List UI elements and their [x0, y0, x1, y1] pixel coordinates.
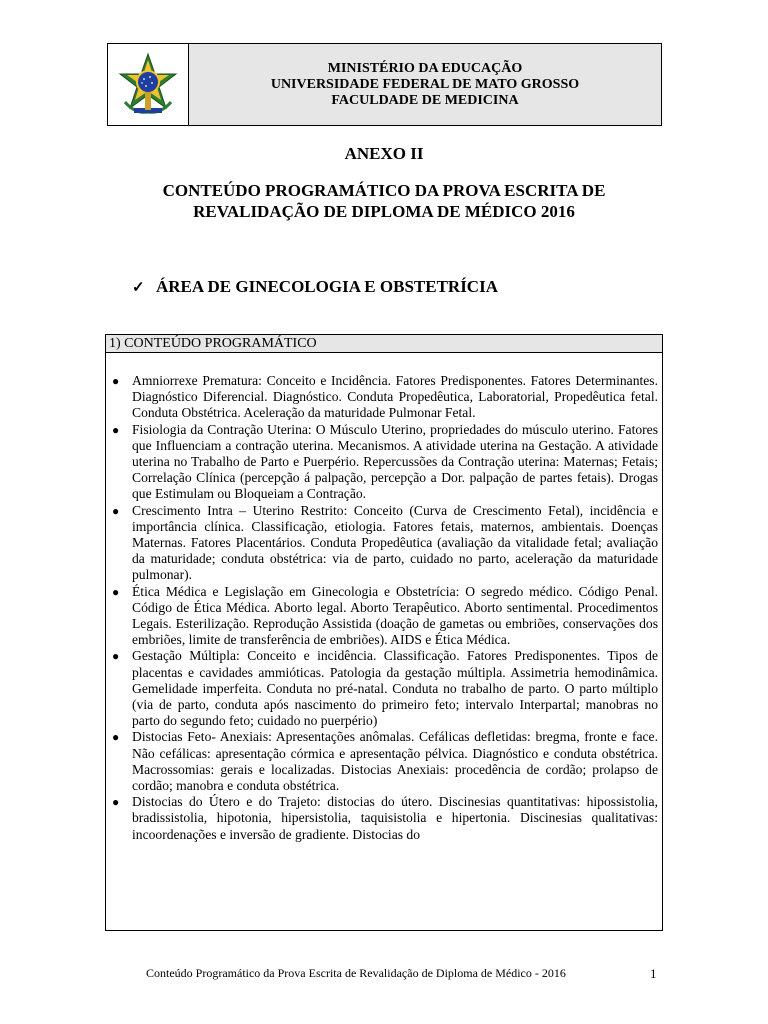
area-heading [132, 277, 498, 297]
page-footer: Conteúdo Programático da Prova Escrita de Revalidação de Diploma de Médico - 2016 [146, 966, 566, 980]
bullet-icon: ● [112, 584, 120, 599]
list-item [106, 648, 662, 729]
document-title [0, 180, 768, 222]
checkmark-icon: ✓ [132, 279, 145, 296]
page-header [107, 43, 662, 126]
header-ministry: MINISTÉRIO DA EDUCAÇÃO [327, 60, 523, 76]
list-item [106, 503, 662, 584]
bullet-icon: ● [112, 649, 120, 664]
syllabus-section [105, 334, 663, 931]
header-titles [189, 44, 661, 125]
header-university: UNIVERSIDADE FEDERAL DE MATO GROSSO [270, 76, 580, 92]
document-title-line1: CONTEÚDO PROGRAMÁTICO DA PROVA ESCRITA DE [162, 181, 606, 200]
section-header: 1) CONTEÚDO PROGRAMÁTICO [106, 335, 662, 353]
list-item [106, 794, 662, 843]
logo-cell [108, 44, 189, 125]
list-item [106, 729, 662, 794]
bullet-icon: ● [112, 730, 120, 745]
list-item-text: Amniorrexe Prematura: Conceito e Incidência. Fatores Predisponentes. Fatores Determinantes. Diagnóstico Diferencial. Diagnóstico. Conduta Propedêutica, Laboratorial, Propedêutica fetal. Conduta Obstétrica. Aceleração da maturidade Pulmonar Fetal. [132, 373, 658, 421]
list-item-text: Ética Médica e Legislação em Ginecologia e Obstetrícia: O segredo médico. Código Penal. Código de Ética Médica. Aborto legal. Aborto Terapêutico. Aborto sentimental. Procedimentos Legais. Esterilização. Reprodução Assistida (doação de gametas ou embriões, conservações dos embriões, limite de transferência de embriões). AIDS e Ética Médica. [132, 583, 658, 648]
list-item-text: Crescimento Intra – Uterino Restrito: Conceito (Curva de Crescimento Fetal), incidência e importância clínica. Classificação, etiologia. Fatores fetais, maternos, ambientais. Doenças Maternas. Fatores Placentários. Conduta Propedêutica (avaliação da vitalidade fetal; avaliação da maturidade; conduta obstétrica: via de parto, cuidado no parto, aceleração da maturidade pulmonar). [132, 502, 658, 583]
area-heading-label: ÁREA DE GINECOLOGIA E OBSTETRÍCIA [156, 277, 498, 296]
bullet-icon: ● [112, 374, 120, 388]
syllabus-list [106, 373, 662, 843]
document-title-line2: REVALIDAÇÃO DE DIPLOMA DE MÉDICO 2016 [193, 202, 575, 221]
list-item [106, 422, 662, 503]
bullet-icon: ● [112, 795, 120, 810]
list-item-text: Distocias do Útero e do Trajeto: distocias do útero. Discinesias quantitativas: hipossistolia, bradissistolia, hipotonia, hipersistolia, taquisistolia e hipertonia. Discinesias qualitativas: incoordenações e inversão de gradiente. Distocias do [132, 794, 658, 842]
bullet-icon: ● [112, 422, 120, 437]
list-item [106, 373, 662, 422]
list-item-text: Gestação Múltipla: Conceito e incidência. Classificação. Fatores Predisponentes. Tipos de placentas e cavidades ammióticas. Patologia da gestação múltipla. Assimetria hemodinâmica. Gemelidade imperfeita. Conduta no pré-natal. Conduta no trabalho de parto. O parto múltiplo (via de parto, conduta após nascimento do primeiro feto; intervalo Interpartal; manobras no parto do segundo feto; cuidado no puerpério) [132, 648, 658, 729]
annex-title: ANEXO II [344, 144, 424, 163]
header-faculty: FACULDADE DE MEDICINA [331, 92, 519, 108]
brasao-republica-icon [115, 52, 181, 118]
list-item-text: Distocias Feto- Anexiais: Apresentações anômalas. Cefálicas defletidas: bregma, fronte e face. Não cefálicas: apresentação córmica e apresentação pélvica. Diagnóstico e conduta obstétrica. Macrossomias: gerais e localizadas. Distocias Anexiais: procedência de cordão; prolapso de cordão; manobra e conduta obstétrica. [132, 729, 658, 794]
page-number: 1 [650, 966, 657, 981]
list-item-text: Fisiologia da Contração Uterina: O Músculo Uterino, propriedades do músculo uterino. Fatores que Influenciam a contração uterina. Mecanismos. A atividade uterina na Gestação. A atividade uterina no Trabalho de Parto e Puerpério. Repercussões da Contração uterina: Maternas; Fetais; Correlação Clínica (percepção á palpação, percepção a Dor. palpação de partes fetais). Drogas que Estimulam ou Bloqueiam a Contração. [132, 421, 658, 502]
bullet-icon: ● [112, 503, 120, 518]
list-item [106, 584, 662, 649]
